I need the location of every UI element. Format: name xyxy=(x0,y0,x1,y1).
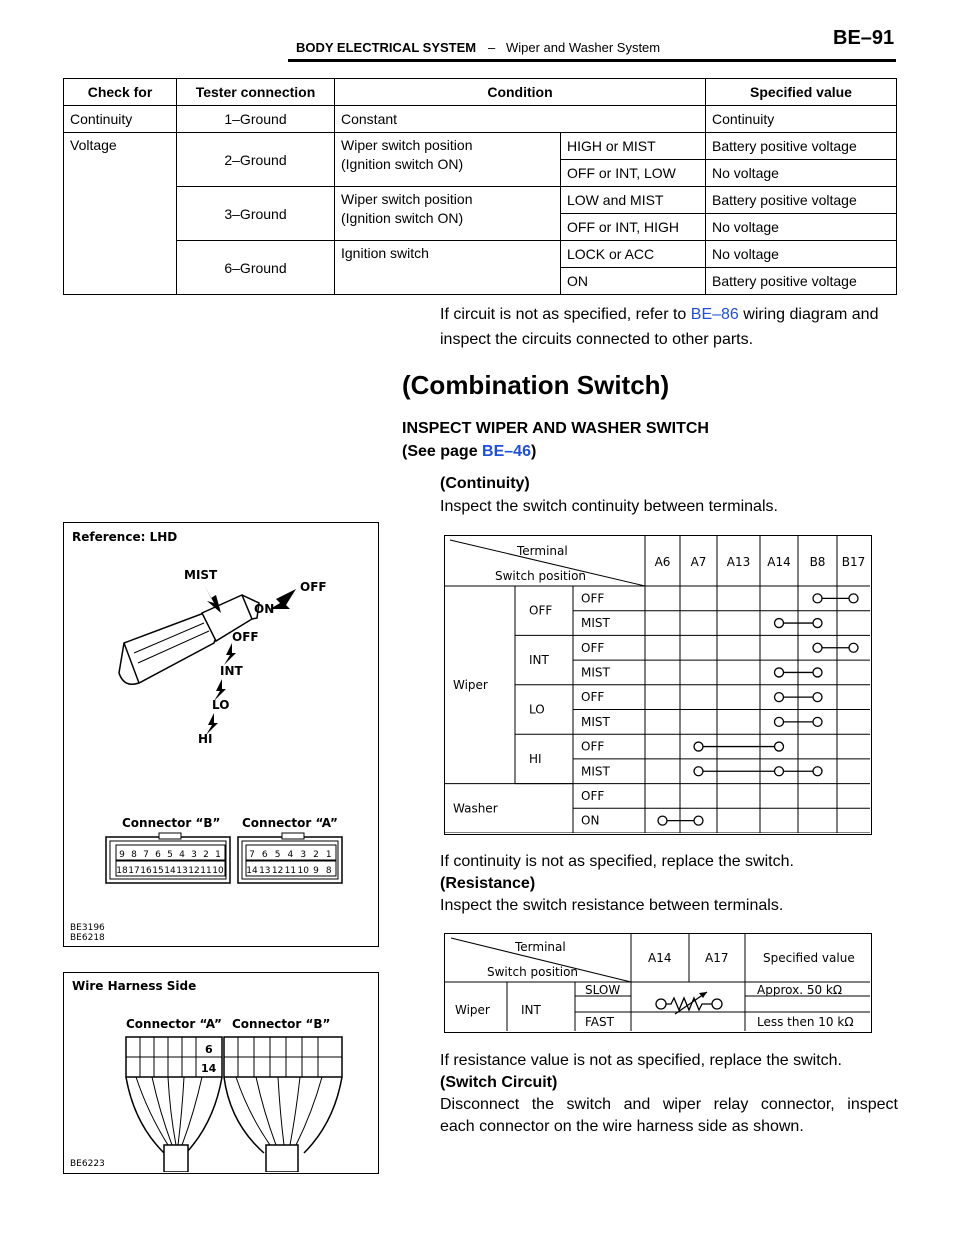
condition-line: (Ignition switch ON) xyxy=(341,156,464,172)
cell-state: LOW and MIST xyxy=(561,187,706,214)
connector-pin-label: 8 xyxy=(325,866,332,876)
connector-pin-label: 8 xyxy=(131,850,137,860)
harness-figure-code: BE6223 xyxy=(70,1159,105,1169)
circuit-note-line2: inspect the circuits connected to other parts. xyxy=(440,331,754,348)
connector-pin-label: 2 xyxy=(203,850,209,860)
pin-14-label: 14 xyxy=(201,1062,217,1075)
chart-sub-position: OFF xyxy=(581,640,605,655)
label-int: INT xyxy=(220,664,243,678)
switch-circuit-heading: (Switch Circuit) xyxy=(440,1074,558,1091)
harness-title: Wire Harness Side xyxy=(72,979,197,993)
connector-pin-label: 10 xyxy=(297,866,309,876)
circuit-note-post: wiring diagram and xyxy=(743,306,879,323)
table-row xyxy=(64,187,897,214)
label-off: OFF xyxy=(232,630,259,644)
continuity-terminal-dot xyxy=(813,643,822,652)
continuity-chart-drawing xyxy=(445,536,870,833)
see-page-pre: (See page xyxy=(402,443,478,460)
cell-voltage: Voltage xyxy=(64,133,177,295)
header-specified-value: Specified value xyxy=(706,79,897,106)
cell-value: Battery positive voltage xyxy=(706,268,897,295)
label-on: ON xyxy=(254,602,275,616)
chart-terminal-a14: A14 xyxy=(767,555,791,569)
connector-pin-label: 7 xyxy=(249,850,255,860)
res-switch-position-label: Switch position xyxy=(487,965,579,979)
figure-code: BE3196 xyxy=(70,923,105,933)
spec-table xyxy=(63,78,897,295)
continuity-heading: (Continuity) xyxy=(440,475,530,492)
cell-value: No voltage xyxy=(706,160,897,187)
continuity-terminal-dot xyxy=(813,668,822,677)
continuity-terminal-dot xyxy=(658,816,667,825)
chart-sub-position: MIST xyxy=(581,665,610,680)
continuity-terminal-dot xyxy=(813,717,822,726)
harness-connector-b: Connector “B” xyxy=(232,1017,331,1031)
cell-state: ON xyxy=(561,268,706,295)
chart-position: INT xyxy=(529,653,549,668)
header-section-title: BODY ELECTRICAL SYSTEM xyxy=(296,40,477,55)
continuity-terminal-dot xyxy=(813,594,822,603)
cell-condition: Constant xyxy=(335,106,706,133)
connector-b-top-pins xyxy=(119,850,221,860)
connector-a-label: Connector “A” xyxy=(242,816,338,830)
res-slow-label: SLOW xyxy=(585,983,621,997)
cell-tester: 1–Ground xyxy=(177,106,335,133)
switch-figure-drawing xyxy=(64,523,377,945)
cell-value: No voltage xyxy=(706,214,897,241)
chart-sub-position: ON xyxy=(581,813,600,828)
cell-state: OFF or INT, HIGH xyxy=(561,214,706,241)
continuity-terminal-dot xyxy=(813,693,822,702)
harness-figure xyxy=(63,972,379,1174)
connector-pin-label: 11 xyxy=(284,866,297,876)
connector-pin-label: 9 xyxy=(119,850,125,860)
continuity-terminal-dot xyxy=(813,767,822,776)
inspect-title: INSPECT WIPER AND WASHER SWITCH xyxy=(402,420,709,437)
res-terminal-a14: A14 xyxy=(648,951,672,965)
cell-condition xyxy=(335,187,561,241)
res-slow-value: Approx. 50 kΩ xyxy=(757,983,843,997)
page-number: BE–91 xyxy=(833,27,895,49)
connector-pin-label: 3 xyxy=(191,850,197,860)
connector-pin-label: 13 xyxy=(176,866,188,876)
reference-label: Reference: LHD xyxy=(72,530,178,544)
chart-terminal-label: Terminal xyxy=(517,544,568,558)
connector-pin-label: 7 xyxy=(143,850,149,860)
resistance-instruction: Inspect the switch resistance between terminals. xyxy=(440,897,784,914)
chart-sub-position: OFF xyxy=(581,739,605,754)
link-be86[interactable]: BE–86 xyxy=(690,306,739,323)
see-page-post: ) xyxy=(530,443,537,460)
connector-pin-label: 6 xyxy=(155,850,161,860)
continuity-terminal-dot xyxy=(849,643,858,652)
chart-position: HI xyxy=(529,751,542,766)
chart-sub-position: OFF xyxy=(581,591,605,606)
continuity-terminal-dot xyxy=(775,767,784,776)
cell-value: Continuity xyxy=(706,106,897,133)
chart-terminal-a13: A13 xyxy=(726,555,751,569)
chart-sub-position: OFF xyxy=(581,690,605,705)
header-condition: Condition xyxy=(335,79,706,106)
chart-terminal-b8: B8 xyxy=(809,555,826,569)
continuity-chart xyxy=(444,535,872,835)
connector-pin-label: 12 xyxy=(188,866,200,876)
connector-pin-label: 11 xyxy=(200,866,212,876)
cell-tester: 3–Ground xyxy=(177,187,335,241)
connector-pin-label: 3 xyxy=(300,850,307,860)
circuit-note xyxy=(440,302,898,352)
continuity-terminal-dot xyxy=(813,619,822,628)
connector-pin-label: 5 xyxy=(167,850,173,860)
connector-pin-label: 12 xyxy=(271,866,284,876)
connector-b-label: Connector “B” xyxy=(122,816,221,830)
condition-line: Wiper switch position xyxy=(341,137,473,153)
connector-pin-label: 1 xyxy=(215,850,221,860)
continuity-terminal-dot xyxy=(775,668,784,677)
continuity-terminal-dot xyxy=(694,742,703,751)
label-hi: HI xyxy=(198,732,213,746)
circuit-note-pre: If circuit is not as specified, refer to xyxy=(440,306,687,323)
cell-value: Battery positive voltage xyxy=(706,187,897,214)
chart-group-label: Washer xyxy=(453,801,498,816)
res-terminal-label: Terminal xyxy=(515,940,566,954)
res-terminal-a17: A17 xyxy=(705,951,729,965)
section-title: (Combination Switch) xyxy=(402,370,670,400)
chart-terminal-a6: A6 xyxy=(654,555,671,569)
cell-tester: 6–Ground xyxy=(177,241,335,295)
table-row xyxy=(64,106,897,133)
res-int-label: INT xyxy=(521,1003,541,1017)
connector-pin-label: 16 xyxy=(140,866,152,876)
connector-pin-label: 10 xyxy=(212,866,224,876)
table-row xyxy=(64,133,897,160)
variable-resistor-icon xyxy=(656,992,722,1014)
connector-pin-label: 13 xyxy=(259,866,271,876)
header-separator: – xyxy=(488,40,496,55)
continuity-terminal-dot xyxy=(775,742,784,751)
switch-circuit-line1: Disconnect the switch and wiper relay connector, inspect xyxy=(440,1096,898,1113)
circuit-note-line1 xyxy=(440,302,898,327)
connector-pin-label: 5 xyxy=(274,850,281,860)
cell-value: No voltage xyxy=(706,241,897,268)
table-row xyxy=(64,241,897,268)
figure-code: BE6218 xyxy=(70,933,105,943)
chart-sub-position: OFF xyxy=(581,788,605,803)
pin-6-label: 6 xyxy=(205,1043,213,1056)
continuity-terminal-dot xyxy=(775,717,784,726)
resistance-fail-note: If resistance value is not as specified, replace the switch. xyxy=(440,1052,842,1069)
table-header-row xyxy=(64,79,897,106)
connector-pin-label: 18 xyxy=(116,866,128,876)
resistance-heading: (Resistance) xyxy=(440,875,536,892)
res-spec-header: Specified value xyxy=(763,951,855,965)
chart-terminal-a7: A7 xyxy=(690,555,707,569)
arrow-int-icon xyxy=(224,643,236,665)
cell-value: Battery positive voltage xyxy=(706,133,897,160)
chart-group-label: Wiper xyxy=(453,677,488,692)
see-page xyxy=(402,440,536,463)
cell-state: LOCK or ACC xyxy=(561,241,706,268)
label-mist: MIST xyxy=(184,568,218,582)
connector-pin-label: 2 xyxy=(313,850,319,860)
continuity-terminal-dot xyxy=(775,619,784,628)
cell-tester: 2–Ground xyxy=(177,133,335,187)
chart-sub-position: MIST xyxy=(581,714,610,729)
res-wiper-label: Wiper xyxy=(455,1003,490,1017)
connector-pin-label: 17 xyxy=(128,866,140,876)
connector-pin-label: 14 xyxy=(164,866,176,876)
cell-condition xyxy=(335,133,561,187)
continuity-terminal-dot xyxy=(775,693,784,702)
continuity-terminal-dot xyxy=(694,816,703,825)
cell-state: OFF or INT, LOW xyxy=(561,160,706,187)
connector-pin-label: 15 xyxy=(152,866,164,876)
condition-line: Wiper switch position xyxy=(341,191,473,207)
continuity-terminal-dot xyxy=(694,767,703,776)
connector-pin-label: 14 xyxy=(246,866,258,876)
continuity-terminal-dot xyxy=(849,594,858,603)
header-tester-connection: Tester connection xyxy=(177,79,335,106)
switch-figure xyxy=(63,522,379,947)
connector-pin-label: 4 xyxy=(179,850,185,860)
connector-pin-label: 1 xyxy=(325,850,332,860)
connector-pin-label: 4 xyxy=(287,850,294,860)
chart-sub-position: MIST xyxy=(581,764,610,779)
harness-figure-drawing xyxy=(64,973,377,1172)
harness-connector-b-drawing xyxy=(224,1037,342,1172)
header-rule xyxy=(288,59,896,62)
chart-position: LO xyxy=(529,702,545,717)
harness-connector-a-drawing xyxy=(126,1037,222,1172)
cell-check: Continuity xyxy=(64,106,177,133)
connector-b-bottom-pins xyxy=(116,866,224,876)
label-lo: LO xyxy=(212,698,230,712)
resistance-chart xyxy=(444,933,872,1033)
cell-state: HIGH or MIST xyxy=(561,133,706,160)
chart-position: OFF xyxy=(529,603,553,618)
label-off-top: OFF xyxy=(300,580,327,594)
continuity-fail-note: If continuity is not as specified, replace the switch. xyxy=(440,853,794,870)
cell-condition: Ignition switch xyxy=(335,241,561,295)
chart-terminal-b17: B17 xyxy=(841,555,866,569)
harness-connector-a: Connector “A” xyxy=(126,1017,222,1031)
res-fast-value: Less then 10 kΩ xyxy=(757,1015,854,1029)
switch-circuit-line2: each connector on the wire harness side as shown. xyxy=(440,1118,804,1135)
res-fast-label: FAST xyxy=(585,1015,614,1029)
chart-switch-position-label: Switch position xyxy=(495,569,587,583)
condition-line: (Ignition switch ON) xyxy=(341,210,464,226)
connector-pin-label: 6 xyxy=(261,850,268,860)
chart-sub-position: MIST xyxy=(581,616,610,631)
connector-pin-label: 9 xyxy=(313,866,319,876)
header-subsection-title: Wiper and Washer System xyxy=(506,40,661,55)
resistance-chart-drawing xyxy=(445,934,870,1031)
continuity-instruction: Inspect the switch continuity between terminals. xyxy=(440,498,778,515)
header-check-for: Check for xyxy=(64,79,177,106)
link-be46[interactable]: BE–46 xyxy=(482,443,531,460)
